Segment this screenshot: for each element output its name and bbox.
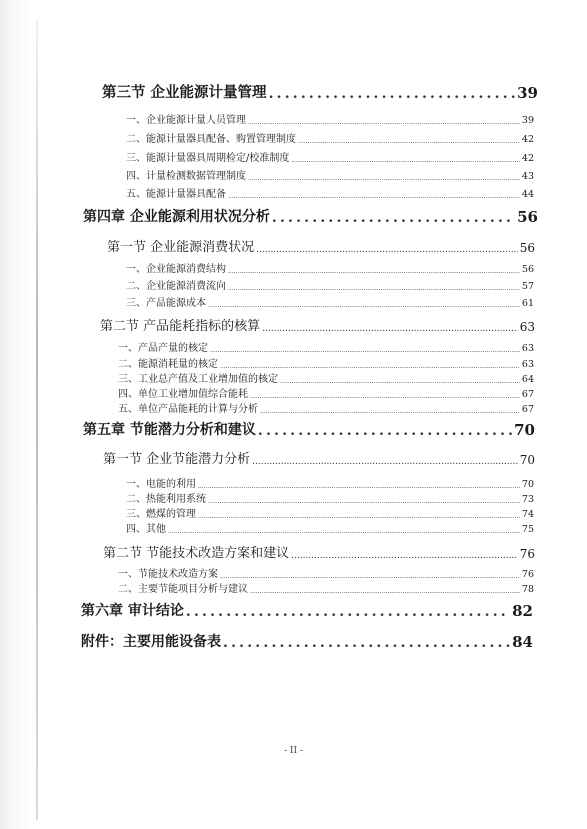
leader-dots [208,302,520,309]
toc-entry-item: 三、燃煤的管理 ..... 74 [126,506,534,520]
toc-entry-item: 五、能源计量器具配备 ..... 44 [126,186,534,200]
leader-dots [198,483,520,490]
toc-entry-item: 三、能源计量器具周期检定/校准制度 ..... 42 [126,150,534,164]
leader-dots [248,119,520,126]
leader-dots [256,245,518,255]
toc-entry-chapter: 第五章 节能潜力分析和建议 ..... 70 [83,419,535,439]
toc-entry-item: 一、企业能源计量人员管理 ..... 39 [126,112,534,126]
toc-entry-item: 一、节能技术改造方案 ..... 76 [118,566,534,580]
toc-entry-item: 三、产品能源成本 ..... 61 [126,295,534,309]
leader-dots [228,193,520,200]
toc-entry-item: 一、产品产量的核定 ..... 63 [118,340,534,354]
page-number: - II - [284,746,303,756]
toc-entry-item: 四、单位工业增加值综合能耗 ..... 67 [118,386,534,400]
leader-dots [291,551,518,561]
toc-entry-section: 第一节 企业能源消费状况 ..... 56 [107,237,535,255]
leader-dots [228,268,520,275]
leader-dots [248,175,520,182]
toc-entry-item: 二、能源计量器具配备、购置管理制度 ..... 42 [126,131,534,145]
leader-dots [186,604,510,620]
toc-entry-chapter: 第四章 企业能源利用状况分析 ..... 56 [83,206,538,226]
toc-entry-section: 第三节 企业能源计量管理 ..... 39 [102,82,538,102]
toc-entry-item: 一、企业能源消费结构 ..... 56 [126,261,534,275]
leader-dots [228,285,520,292]
toc-entry-section: 第一节 企业节能潜力分析 ..... 70 [103,449,535,467]
leader-dots [250,393,520,400]
leader-dots [260,408,520,415]
leader-dots [298,138,520,145]
toc-entry-section: 第二节 产品能耗指标的核算 ..... 63 [100,316,535,334]
leader-dots [272,210,515,226]
toc-entry-appendix: 附件：主要用能设备表 ..... 84 [81,631,533,651]
toc-entry-item: 五、单位产品能耗的计算与分析 ..... 67 [118,401,534,415]
leader-dots [220,363,520,370]
leader-dots [262,324,518,334]
leader-dots [208,498,520,505]
leader-dots [223,635,510,651]
leader-dots [252,457,518,467]
toc-entry-item: 一、电能的利用 ..... 70 [126,476,534,490]
toc-entry-item: 四、计量检测数据管理制度 ..... 43 [126,168,534,182]
leader-dots [198,513,520,520]
toc-entry-item: 四、其他 ..... 75 [126,521,534,535]
leader-dots [269,86,516,102]
toc-entry-item: 二、能源消耗量的核定 ..... 63 [118,356,534,370]
toc-entry-item: 二、热能利用系统 ..... 73 [126,491,534,505]
leader-dots [168,528,520,535]
toc-entry-item: 二、主要节能项目分析与建议 ..... 78 [118,581,534,595]
toc-entry-item: 三、工业总产值及工业增加值的核定 ..... 64 [118,371,534,385]
leader-dots [250,588,520,595]
toc-entry-item: 二、企业能源消费流向 ..... 57 [126,278,534,292]
leader-dots [291,157,520,164]
leader-dots [220,573,520,580]
leader-dots [258,423,512,439]
leader-dots [280,378,520,385]
toc-entry-chapter: 第六章 审计结论 ..... 82 [81,600,533,620]
toc-entry-section: 第二节 节能技术改造方案和建议 ..... 76 [103,543,535,561]
leader-dots [210,347,520,354]
